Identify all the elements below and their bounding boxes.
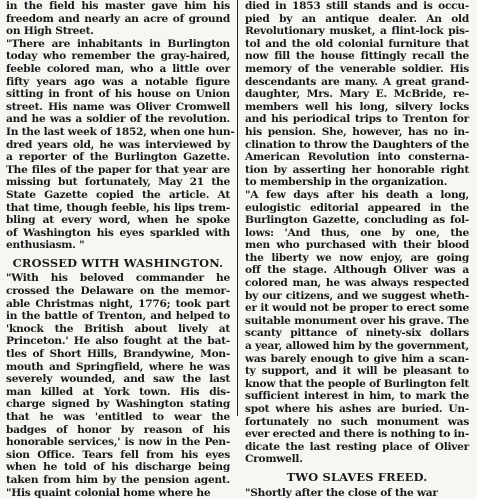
text-line: today who remember the gray-haired, xyxy=(6,50,230,63)
text-line: sufficient interest in him, to mark the xyxy=(245,390,469,403)
text-line: feeble colored man, who a little over xyxy=(6,62,230,75)
text-line: honorable services,' is now in the Pen- xyxy=(6,436,230,449)
text-line: when he told of his discharge being xyxy=(6,461,230,474)
text-line: to membership in the organization. xyxy=(245,176,448,189)
right-column xyxy=(241,0,473,499)
text-line: a reporter of the Burlington Gazette. xyxy=(6,151,230,164)
text-line: eulogistic editorial appeared in the xyxy=(245,201,469,214)
text-line: Princeton.' He also fought at the bat- xyxy=(6,335,230,348)
text-line: missing but fortunately, May 21 the xyxy=(6,176,230,189)
text-line: clination to throw the Daughters of the xyxy=(245,138,469,151)
text-line: American Revolution into consterna- xyxy=(245,151,469,164)
text-line: died in 1853 still stands and is occu- xyxy=(245,0,469,12)
text-line: dred years old, he was interviewed by xyxy=(6,138,230,151)
text-line: badges of honor by reason of his xyxy=(6,423,230,436)
text-line: pied by an antique dealer. An old xyxy=(245,12,469,25)
text-line: on High Street. xyxy=(6,25,94,38)
left-paragraph-2 xyxy=(6,37,235,252)
text-line: daughter, Mrs. Mary E. McBride, re- xyxy=(245,88,469,101)
text-line: suitable monument over his grave. The xyxy=(245,314,469,327)
text-line: "With his beloved commander he xyxy=(6,272,230,285)
text-line: Revolutionary musket, a flint-lock pis- xyxy=(245,25,469,38)
text-line: that he was 'entitled to wear the xyxy=(6,411,230,423)
text-line: men who purchased with their blood xyxy=(245,239,469,252)
text-line: in the battle of Trenton, and helped to xyxy=(6,310,230,323)
text-line: tol and the old colonial furniture that xyxy=(245,37,469,50)
text-line: scanty pittance of ninety-six dollars xyxy=(245,327,469,340)
text-line: memory of the venerable soldier. His xyxy=(245,62,469,75)
text-line: tles of Short Hills, Brandywine, Mon- xyxy=(6,348,230,361)
text-line: Burlington Gazette, concluding as fol- xyxy=(245,214,469,227)
text-line: off the stage. Although Oliver was a xyxy=(245,264,469,277)
text-line: 'knock the British about lively at xyxy=(6,322,230,335)
text-line: Cromwell. xyxy=(245,453,303,466)
text-line: ever erected and there is nothing to in- xyxy=(245,428,469,441)
right-paragraph-1 xyxy=(245,0,469,189)
heading-two-slaves-freed: TWO SLAVES FREED. xyxy=(286,469,428,484)
column-divider xyxy=(237,0,238,416)
text-line: crossed the Delaware on the memor- xyxy=(6,285,230,298)
text-line: descendants are many. A great grand- xyxy=(245,75,469,88)
text-line: by our citizens, and we suggest wheth- xyxy=(245,289,469,302)
text-line: State Gazette copied the article. At xyxy=(6,188,230,201)
text-line: sion Office. Tears fell from his eyes xyxy=(6,448,230,461)
text-line: enthusiasm. " xyxy=(6,239,85,252)
left-paragraph-1 xyxy=(6,0,230,38)
text-line: "His quaint colonial home where he xyxy=(6,486,211,499)
text-line: "Shortly after the close of the war xyxy=(245,486,438,499)
right-paragraph-3 xyxy=(245,487,469,499)
text-line: members well his long, silvery locks xyxy=(245,100,469,113)
text-line: a year, allowed him by the government, xyxy=(245,340,469,353)
text-line: and his periodical trips to Trenton for xyxy=(245,113,469,126)
text-line: sitting in front of his house on Union xyxy=(6,88,230,101)
text-line: fortunately no such monument was xyxy=(245,415,469,428)
text-line: freedom and nearly an acre of ground xyxy=(6,12,230,25)
text-line: and he was a soldier of the revolution. xyxy=(6,113,230,126)
left-column xyxy=(2,0,235,499)
text-line: tion by asserting her honorable right xyxy=(245,163,469,176)
text-line: colored man, he was always respected xyxy=(245,277,469,290)
heading-crossed-with-washington: CROSSED WITH WASHINGTON. xyxy=(12,255,224,270)
text-line: ty support, and it will be pleasant to xyxy=(245,365,469,378)
text-line: able Christmas night, 1776; took part xyxy=(6,297,230,310)
text-line: charge signed by Washington stating xyxy=(6,398,230,411)
text-line: his pension. She, however, has no in- xyxy=(245,125,469,138)
text-line: the liberty we now enjoy, are going xyxy=(245,251,469,264)
text-line: "A few days after his death a long, xyxy=(245,188,469,201)
text-line: "There are inhabitants in Burlington xyxy=(6,37,230,50)
left-paragraph-3 xyxy=(6,272,230,499)
text-line: mouth and Springfield, where he was xyxy=(6,360,230,373)
text-line: taken from him by the pension agent. xyxy=(6,473,230,486)
text-line: lows: 'And thus, one by one, the xyxy=(245,226,469,239)
text-line: The files of the paper for that year are xyxy=(6,163,230,176)
text-line: dicate the last resting place of Oliver xyxy=(245,440,469,453)
text-line: now fill the house fittingly recall the xyxy=(245,50,469,63)
text-line: that time, though feeble, his lips trem- xyxy=(6,201,230,214)
text-line: man killed at York town. His dis- xyxy=(6,385,230,398)
text-line: was barely enough to give him a scan- xyxy=(245,352,469,365)
text-line: of Washington his eyes sparkled with xyxy=(6,226,230,239)
text-line: In the last week of 1852, when one hun- xyxy=(6,125,235,138)
text-line: street. His name was Oliver Cromwell xyxy=(6,100,230,113)
text-line: er it would not be proper to erect some xyxy=(245,302,469,315)
text-line: know that the people of Burlington felt xyxy=(245,377,469,390)
text-line: spot where his ashes are buried. Un- xyxy=(245,403,469,415)
text-line: fifty years ago was a notable figure xyxy=(6,75,230,88)
text-line: in the field his master gave him his xyxy=(6,0,230,12)
text-line: bling at every word, when he spoke xyxy=(6,214,230,227)
right-paragraph-2 xyxy=(245,189,469,466)
text-line: severely wounded, and saw the last xyxy=(6,373,230,386)
